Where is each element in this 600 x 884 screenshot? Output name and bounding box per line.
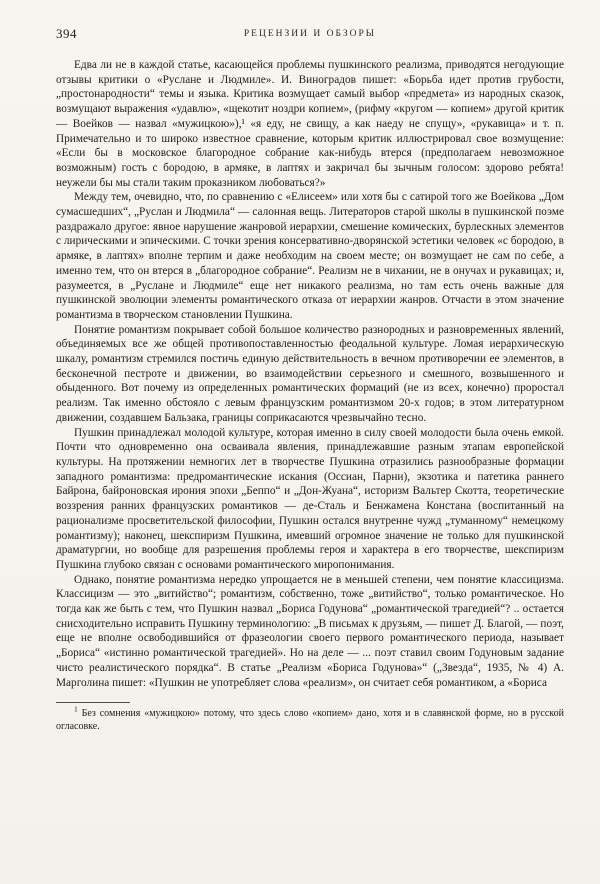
footnote <box>56 704 564 733</box>
footnote-text: Без сомнения «мужицкою» потому, что здесь слово «копием» дано, хотя и в славянской форме, но в русской огласовке. <box>56 708 564 732</box>
footnote-divider <box>56 702 130 703</box>
footnote-block <box>56 702 564 733</box>
footnote-marker: 1 <box>74 704 78 714</box>
paragraph: Едва ли не в каждой статье, касающейся проблемы пушкинского реализма, приводятся негодующие отзывы критики о «Руслане и Людмиле». И. Виноградов пишет: «Борьба идет против грубости, „простонародности“ темы и языка. Критика возмущает самый выбор «предмета» из народных сказок, возмущают выражения «удавлю», «щекотит ноздри копием», (рифму «кругом — копием» другой критик — Воейков — назвал «мужицкою»),¹ «я еду, не свищу, а как наеду не спущу», «рукавица» и т. п. Примечательно и то широко известное сравнение, которым критик иллюстрировал свое возмущение: «Если бы в московское благородное собрание как-нибудь втерся (предполагаем невозможное возможным) гость с бородою, в армяке, в лаптях и закричал бы зычным голосом: здорово ребята! неужели бы мы стали таким проказником любоваться?» <box>56 59 564 189</box>
running-header: РЕЦЕНЗИИ И ОБЗОРЫ <box>243 29 377 39</box>
page-header <box>56 24 564 46</box>
body-text <box>56 58 564 690</box>
page-number: 394 <box>56 26 77 41</box>
paragraph: Пушкин принадлежал молодой культуре, которая именно в силу своей молодости была очень емкой. Почти что одновременно она осваивала явления, принадлежавшие разным этапам европейской культуры. На протяжении немногих лет в творчестве Пушкина отразились разнообразные формации западного романтизма: предромантические искания (Оссиан, Парни), экзотика и патетика раннего Байрона, байроновская ирония эпохи „Беппо“ и „Дон-Жуана“, историзм Вальтер Скотта, теоретические воззрения ранних французских романтиков — де-Сталь и Бенжамена Констана (воспитанный на рационализме просветительской философии, Пушкин остался внутренне чужд „туманному“ немецкому романтизму); наконец, шекспиризм Пушкина, имевший огромное значение не только для пушкинской драматургии, но вообще для разрешения проблемы героя и характера в его творчестве, шекспиризм Пушкина глубоко связан с основами романтического миропонимания. <box>56 426 564 571</box>
paragraph: Между тем, очевидно, что, по сравнению с «Елисеем» или хотя бы с сатирой того же Воейкова „Дом сумасшедших“, „Руслан и Людмила“ — салонная вещь. Литераторов старой школы в пушкинской поэме раздражало другое: явное нарушение жанровой иерархии, смешение комических, бурлескных элементов с лирическими и эпическими. С точки зрения консервативно-дворянской эстетики человек «с бородою, в армяке, в лаптях» вполне терпим и даже необходим на своем месте; он возмущает не сам по себе, а именно тем, что он втерся в „благородное собрание“. Реализм не в чихании, не в онучах и рукавицах; и, разумеется, в „Руслане и Людмиле“ еще нет никакого реализма, но там есть очень важные для пушкинской эволюции элементы романтического отказа от иерархии жанров. Отчасти в этом значение романтизма в творческом становлении Пушкина. <box>56 191 564 321</box>
paragraph: Однако, понятие романтизма нередко упрощается не в меньшей степени, чем понятие классицизма. Классицизм — это „витийство“; романтизм, собственно, тоже „витийство“, только романтическое. Но тогда как же быть с тем, что Пушкин назвал „Бориса Годунова“ „романтической трагедией“? .. остается снисходительно исправить Пушкину терминологию: „В письмах к друзьям, — пишет Д. Благой, — поэт, еще не вполне освободившийся от фразеологии своего первого романтического периода, называет „Бориса“ «истинно романтической трагедией». Но на деле — ... поэт ставил своим Годуновым задание чисто реалистического порядка“. В статье „Реализм «Бориса Годунова»“ („Звезда“, 1935, № 4) А. Марголина пишет: «Пушкин не употребляет слова «реализм», он считает себя романтиком, а «Бориса <box>56 573 564 689</box>
paragraph: Понятие романтизм покрывает собой большое количество разнородных и разновременных явлений, объединяемых все же общей противопоставленностью феодальной культуре. Ломая иерархическую шкалу, романтизм стремился постичь единую действительность в вечном противоречии ее элементов, в бесконечной пестроте и движении, во взаимодействии серьезного и смешного, возвышенного и обыденного. Вот почему из определенных романтических формаций (не из всех, конечно) проростал реализм. Так именно обстояло с левым французским романтизмом 20-х годов; в этом литературном движении, создавшем Бальзака, границы соприкасаются чрезвычайно тесно. <box>56 323 564 424</box>
